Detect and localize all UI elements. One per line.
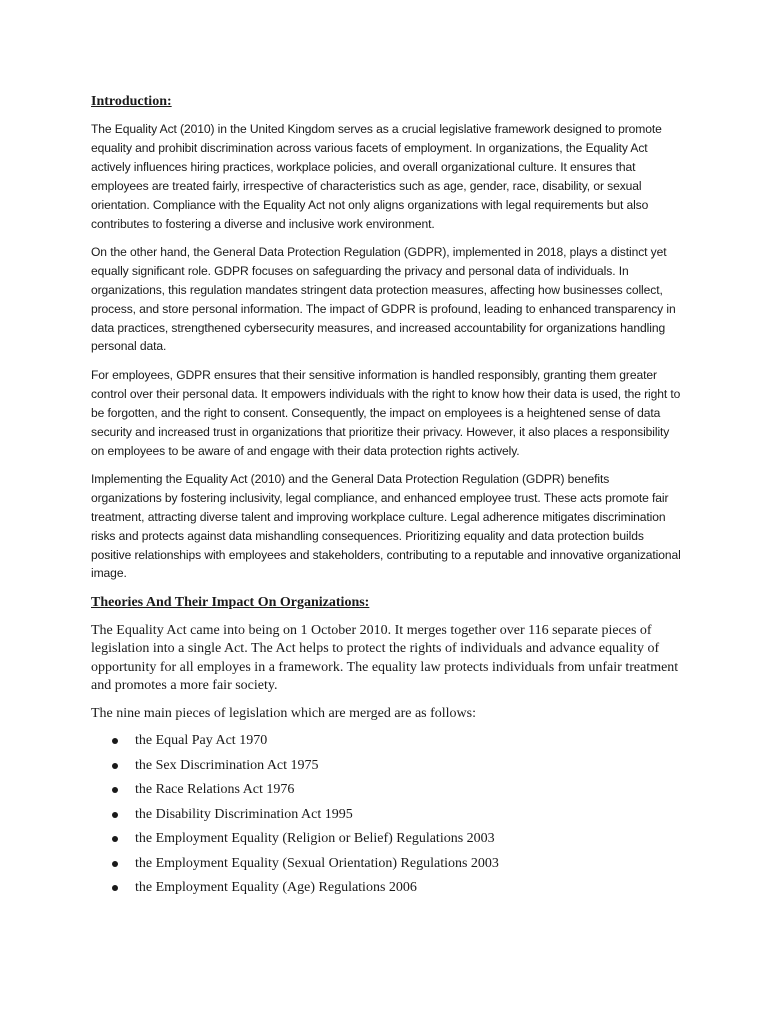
list-item [91, 855, 681, 874]
theories-paragraph-equality-act: The Equality Act came into being on 1 October 2010. It merges together over 116 separate pieces of legislation into a single Act. The Act helps to protect the rights of individuals and advance equality of opportunity for all employes in a framework. The equality law protects individuals from unfair treatment and promotes a more fair society. [91, 622, 679, 694]
list-item-text: the Sex Discrimination Act 1975 [135, 757, 319, 773]
list-item-text: the Employment Equality (Sexual Orientation) Regulations 2003 [135, 855, 499, 871]
list-item [91, 757, 681, 776]
list-item [91, 732, 681, 751]
theories-heading: Theories And Their Impact On Organizations: [91, 594, 370, 610]
bullet-icon [112, 763, 118, 769]
bullet-icon [112, 738, 118, 744]
list-item [91, 879, 681, 898]
document-page [91, 92, 681, 904]
bullet-icon [112, 787, 118, 793]
intro-paragraph-benefits: Implementing the Equality Act (2010) and the General Data Protection Regulation (GDPR) benefits organizations by fostering inclusivity, legal compliance, and enhanced employee trust. These acts promote fair treatment, attracting diverse talent and improving workplace culture. Legal adherence mitigates discrimination risks and protects against data mishandling consequences. Prioritizing equality and data protection builds positive relationships with employees and stakeholders, contributing to a reputable and innovative organizational image. [91, 471, 681, 581]
intro-paragraph-equality-act: The Equality Act (2010) in the United Kingdom serves as a crucial legislative framework designed to promote equality and prohibit discrimination across various facets of employment. In organizations, the Equality Act actively influences hiring practices, workplace policies, and overall organizational culture. It ensures that employees are treated fairly, irrespective of characteristics such as age, gender, race, disability, or sexual orientation. Compliance with the Equality Act not only aligns organizations with legal requirements but also contributes to fostering a diverse and inclusive work environment. [91, 122, 662, 231]
list-item [91, 830, 681, 849]
bullet-icon [112, 812, 118, 818]
intro-paragraph-gdpr: On the other hand, the General Data Protection Regulation (GDPR), implemented in 2018, plays a distinct yet equally significant role. GDPR focuses on safeguarding the privacy and personal data of individuals. In organizations, this regulation mandates stringent data protection measures, affecting how businesses collect, process, and store personal information. The impact of GDPR is profound, leading to enhanced transparency in data practices, strengthened cybersecurity measures, and increased accountability for organizations handling personal data. [91, 244, 676, 354]
list-item-text: the Employment Equality (Religion or Belief) Regulations 2003 [135, 831, 495, 847]
list-item-text: the Equal Pay Act 1970 [135, 733, 268, 749]
intro-paragraph-employees: For employees, GDPR ensures that their sensitive information is handled responsibly, granting them greater control over their personal data. It empowers individuals with the right to know how their data is used, the right to be forgotten, and the right to consent. Consequently, the impact on employees is a heightened sense of data security and increased trust in organizations that prioritize their privacy. However, it also places a responsibility on employees to be aware of and engage with their data protection rights actively. [91, 367, 681, 458]
bullet-icon [112, 885, 118, 891]
list-item-text: the Disability Discrimination Act 1995 [135, 806, 353, 822]
bullet-icon [112, 836, 118, 842]
theories-paragraph-list-intro: The nine main pieces of legislation which are merged are as follows: [91, 705, 476, 721]
introduction-heading: Introduction: [91, 94, 172, 109]
list-item-text: the Race Relations Act 1976 [135, 782, 295, 798]
list-item [91, 781, 681, 800]
list-item-text: the Employment Equality (Age) Regulations 2006 [135, 880, 417, 896]
bullet-icon [112, 861, 118, 867]
list-item [91, 806, 681, 825]
legislation-list [91, 732, 681, 898]
